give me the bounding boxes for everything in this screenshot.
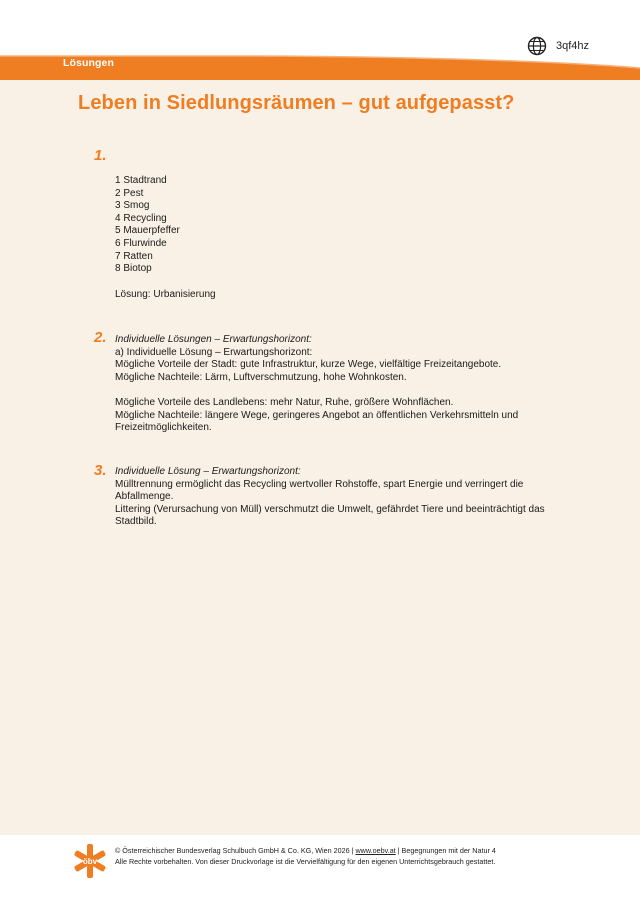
list-item: 7 Ratten	[115, 250, 153, 262]
content-background	[0, 78, 640, 835]
task2-country-pros: Mögliche Vorteile des Landlebens: mehr Natur, Ruhe, größere Wohnflächen.	[115, 396, 454, 408]
task3-heading: Individuelle Lösung – Erwartungshorizont:	[115, 466, 301, 477]
list-item: 6 Flurwinde	[115, 237, 167, 249]
list-item: 3 Smog	[115, 200, 150, 212]
section-label: Lösungen	[63, 57, 114, 69]
list-item: 1 Stadtrand	[115, 175, 167, 186]
task-number-2: 2.	[94, 329, 107, 346]
footer-rights: Alle Rechte vorbehalten. Von dieser Druckvorlage ist die Vervielfältigung für den eigenen Unterrichtsgebrauch gestattet.	[115, 856, 496, 866]
logo-text: öbv	[82, 857, 98, 866]
task-number-1: 1.	[94, 147, 107, 164]
footer-copyright: © Österreichischer Bundesverlag Schulbuch GmbH & Co. KG, Wien 2026 |	[115, 846, 356, 855]
task3-paragraph-2: Littering (Verursachung von Müll) verschmutzt die Umwelt, gefährdet Tiere und beeinträchtigt das Stadtbild.	[115, 503, 545, 528]
footer-line-1	[115, 846, 496, 857]
task3-block	[115, 466, 575, 529]
task3-paragraph-1: Mülltrennung ermöglicht das Recycling wertvoller Rohstoffe, spart Energie und verringert die Abfallmenge.	[115, 478, 524, 503]
task2-city-cons: Mögliche Nachteile: Lärm, Luftverschmutzung, hohe Wohnkosten.	[115, 371, 407, 383]
list-item: 4 Recycling	[115, 212, 167, 224]
oebv-logo	[72, 843, 108, 879]
spacer	[115, 384, 575, 397]
online-code-text: 3qf4hz	[556, 40, 590, 52]
task2-heading: Individuelle Lösungen – Erwartungshorizont:	[115, 334, 312, 345]
task2-city-pros: Mögliche Vorteile der Stadt: gute Infrastruktur, kurze Wege, vielfältige Freizeitangebote.	[115, 359, 502, 371]
footer-link[interactable]: www.oebv.at	[355, 846, 396, 855]
task2-line-a: a) Individuelle Lösung – Erwartungshorizont:	[115, 346, 313, 358]
footer-book: | Begegnungen mit der Natur 4	[395, 846, 496, 855]
list-item: 8 Biotop	[115, 263, 152, 275]
page-title: Leben in Siedlungsräumen – gut aufgepasst?	[78, 92, 515, 114]
task1-solution: Lösung: Urbanisierung	[115, 289, 216, 300]
task2-block	[115, 334, 575, 435]
list-item: 5 Mauerpfeffer	[115, 225, 180, 237]
footer-text	[115, 846, 496, 867]
list-item: 2 Pest	[115, 187, 144, 199]
task2-country-cons: Mögliche Nachteile: längere Wege, geringeres Angebot an öffentlichen Verkehrsmitteln und Freizeitmöglichkeiten.	[115, 409, 519, 434]
task-number-3: 3.	[94, 462, 107, 479]
task1-list	[115, 175, 180, 276]
